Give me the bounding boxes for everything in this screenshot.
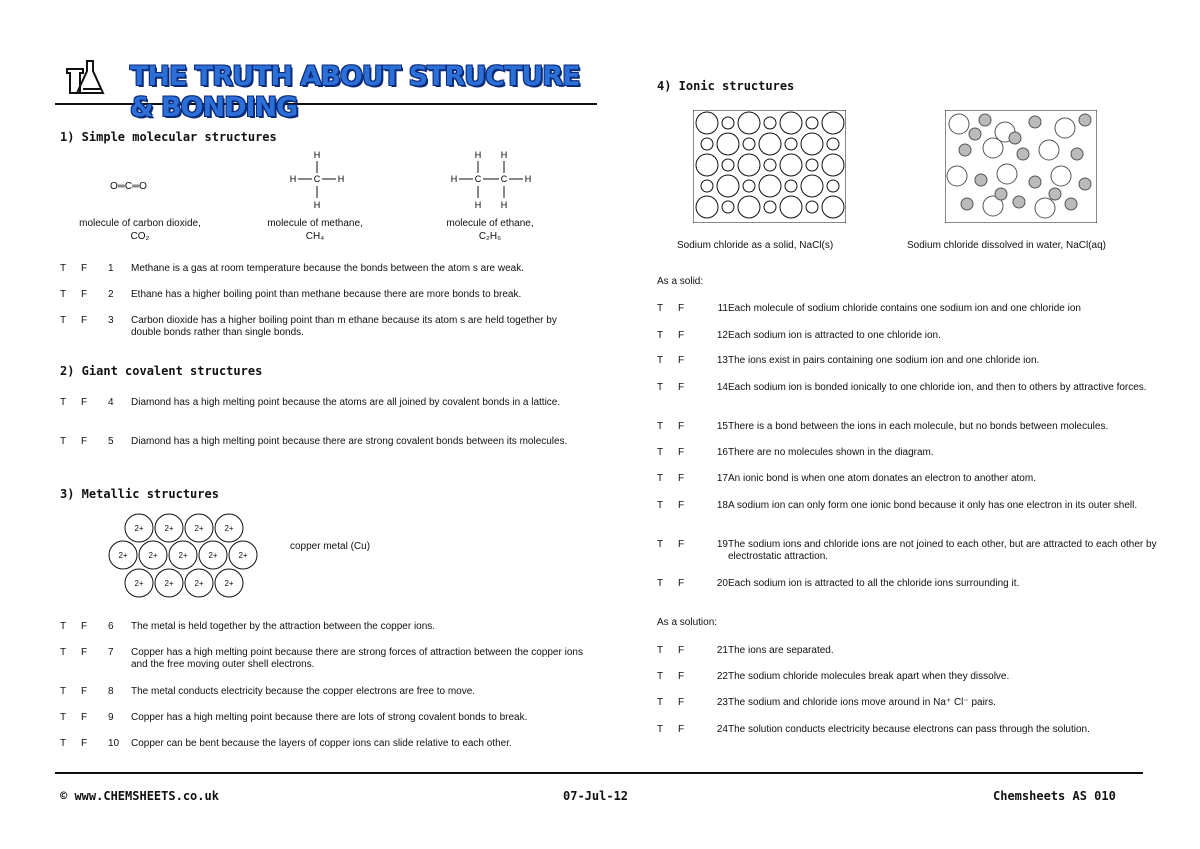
sodium-ion: [743, 180, 755, 192]
copper-ion-charge: 2+: [194, 579, 204, 588]
true-option[interactable]: T: [657, 447, 664, 458]
question-number: 22: [716, 671, 728, 682]
false-option[interactable]: F: [81, 315, 88, 326]
section-heading-ionic: 4) Ionic structures: [657, 79, 795, 93]
question-text: Each molecule of sodium chloride contains one sodium ion and one chloride ion: [728, 303, 1081, 314]
svg-text:H: H: [313, 200, 321, 210]
question-text: Methane is a gas at room temperature because the bonds between the atom s are weak.: [131, 263, 525, 274]
false-option[interactable]: F: [81, 738, 88, 749]
sodium-ion: [806, 201, 818, 213]
question-text: Each sodium ion is attracted to all the chloride ions surrounding it.: [728, 578, 1020, 589]
question-number: 19: [716, 539, 728, 550]
water-molecule: [1017, 148, 1029, 160]
question-row: [657, 500, 1152, 526]
sodium-ion: [785, 180, 797, 192]
question-row: [60, 263, 655, 289]
copper-ion-charge: 2+: [134, 579, 144, 588]
nacl-solution-diagram: [945, 110, 1097, 223]
question-number: 17: [716, 473, 728, 484]
question-row: [60, 647, 605, 673]
section-heading-simple-molecular: 1) Simple molecular structures: [60, 130, 277, 144]
chloride-ion: [983, 138, 1003, 158]
water-molecule: [979, 114, 991, 126]
question-row: [657, 421, 1172, 447]
question-row: [60, 436, 605, 462]
question-number: 10: [108, 738, 120, 749]
copper-ion-charge: 2+: [134, 524, 144, 533]
sodium-ion: [701, 180, 713, 192]
water-molecule: [1079, 114, 1091, 126]
section-heading-metallic: 3) Metallic structures: [60, 487, 219, 501]
false-option[interactable]: F: [81, 436, 88, 447]
chloride-ion: [822, 196, 844, 218]
question-text: The ions are separated.: [728, 645, 834, 656]
copper-lattice-diagram: [105, 513, 265, 603]
water-molecule: [975, 174, 987, 186]
sodium-ion: [764, 201, 776, 213]
true-option[interactable]: T: [657, 421, 664, 432]
question-row: [60, 738, 655, 764]
sodium-ion: [785, 138, 797, 150]
sodium-ion: [806, 159, 818, 171]
true-option[interactable]: T: [657, 500, 664, 511]
chloride-ion: [717, 133, 739, 155]
chloride-ion: [1035, 198, 1055, 218]
question-number: 14: [716, 382, 728, 393]
false-option[interactable]: F: [678, 671, 685, 682]
methane-caption: [245, 217, 385, 243]
sodium-ion: [701, 138, 713, 150]
question-row: [657, 539, 1172, 565]
question-text: The ions exist in pairs containing one sodium ion and one chloride ion.: [728, 355, 1040, 366]
chloride-ion: [738, 112, 760, 134]
false-option[interactable]: F: [81, 712, 88, 723]
chloride-ion: [1055, 118, 1075, 138]
svg-text:H: H: [337, 174, 345, 184]
copper-ion-charge: 2+: [164, 524, 174, 533]
title-bar: [55, 55, 597, 123]
false-option[interactable]: F: [678, 697, 685, 708]
question-text: Diamond has a high melting point because there are strong covalent bonds between its molecules.: [131, 436, 568, 447]
chloride-ion: [801, 133, 823, 155]
question-row: [657, 330, 1172, 356]
chloride-ion: [759, 175, 781, 197]
question-number: 2: [108, 289, 114, 300]
footer-rule: [55, 772, 1143, 774]
water-molecule: [1079, 178, 1091, 190]
question-row: [60, 621, 655, 647]
true-option[interactable]: T: [60, 315, 67, 326]
water-molecule: [961, 198, 973, 210]
footer-sheet-id: Chemsheets AS 010: [993, 789, 1116, 803]
ethane-caption-line1: molecule of ethane,: [446, 218, 534, 229]
svg-text:C: C: [313, 174, 321, 184]
sodium-ion: [827, 138, 839, 150]
copper-ion-charge: 2+: [238, 551, 248, 560]
methane-caption-line2: CH₄: [305, 231, 325, 242]
question-text: The sodium ions and chloride ions are not joined to each other, but are attracted to each other by electrostatic attraction.: [728, 539, 1157, 562]
as-solution-subhead: As a solution:: [657, 617, 718, 628]
nacl-solid-caption: Sodium chloride as a solid, NaCl(s): [677, 240, 834, 251]
ethane-caption: [420, 217, 560, 243]
sodium-ion: [743, 138, 755, 150]
question-number: 9: [108, 712, 114, 723]
co2-caption: [60, 217, 220, 243]
true-option[interactable]: T: [657, 473, 664, 484]
chloride-ion: [822, 154, 844, 176]
methane-structure: [285, 148, 355, 210]
question-text: Copper has a high melting point because there are strong forces of attraction between the copper ions and the free moving outer shell electrons.: [131, 647, 583, 670]
false-option[interactable]: F: [678, 421, 685, 432]
question-text: The metal is held together by the attraction between the copper ions.: [131, 621, 436, 632]
svg-text:H: H: [313, 150, 321, 160]
copper-ion-charge: 2+: [208, 551, 218, 560]
nacl-solution-caption: Sodium chloride dissolved in water, NaCl(aq): [907, 240, 1106, 251]
footer-copyright: © www.CHEMSHEETS.co.uk: [60, 789, 219, 803]
svg-text:C: C: [500, 174, 508, 184]
true-option[interactable]: T: [657, 645, 664, 656]
question-row: [657, 697, 1172, 723]
true-option[interactable]: T: [60, 712, 67, 723]
question-number: 5: [108, 436, 114, 447]
sodium-ion: [764, 159, 776, 171]
question-number: 1: [108, 263, 114, 274]
chloride-ion: [696, 154, 718, 176]
water-molecule: [1013, 196, 1025, 208]
copper-ion-charge: 2+: [224, 579, 234, 588]
section-heading-giant-covalent: 2) Giant covalent structures: [60, 364, 263, 378]
water-molecule: [1029, 116, 1041, 128]
question-number: 7: [108, 647, 114, 658]
question-text: Carbon dioxide has a higher boiling point than m ethane because its atom s are held together by double bonds rather than single bonds.: [131, 315, 557, 338]
false-option[interactable]: F: [678, 303, 685, 314]
question-text: The sodium and chloride ions move around in Na⁺ Cl⁻ pairs.: [728, 697, 996, 708]
chloride-ion: [947, 166, 967, 186]
question-row: [60, 289, 655, 315]
question-number: 13: [716, 355, 728, 366]
question-number: 4: [108, 397, 114, 408]
question-text: The solution conducts electricity because electrons can pass through the solution.: [728, 724, 1090, 735]
chloride-ion: [1051, 166, 1071, 186]
copper-ion-charge: 2+: [224, 524, 234, 533]
false-option[interactable]: F: [81, 289, 88, 300]
chloride-ion: [738, 154, 760, 176]
methane-caption-line1: molecule of methane,: [267, 218, 363, 229]
question-row: [657, 382, 1152, 408]
svg-text:H: H: [289, 174, 297, 184]
sodium-ion: [722, 117, 734, 129]
question-text: Ethane has a higher boiling point than methane because there are more bonds to break.: [131, 289, 522, 300]
question-number: 3: [108, 315, 114, 326]
true-option[interactable]: T: [60, 647, 67, 658]
false-option[interactable]: F: [678, 355, 685, 366]
question-text: Each sodium ion is bonded ionically to one chloride ion, and then to others by attractive forces.: [728, 382, 1147, 393]
sodium-ion: [827, 180, 839, 192]
question-number: 20: [716, 578, 728, 589]
question-text: An ionic bond is when one atom donates an electron to another atom.: [728, 473, 1036, 484]
false-option[interactable]: F: [678, 724, 685, 735]
question-number: 11: [717, 303, 728, 314]
chloride-ion: [949, 114, 969, 134]
question-number: 18: [716, 500, 728, 511]
water-molecule: [959, 144, 971, 156]
true-option[interactable]: T: [657, 539, 664, 550]
question-number: 23: [716, 697, 728, 708]
true-option[interactable]: T: [657, 724, 664, 735]
true-option[interactable]: T: [657, 697, 664, 708]
chloride-ion: [997, 164, 1017, 184]
water-molecule: [1009, 132, 1021, 144]
chloride-ion: [780, 196, 802, 218]
question-row: [60, 712, 655, 738]
chloride-ion: [717, 175, 739, 197]
question-row: [657, 303, 1172, 329]
sodium-ion: [764, 117, 776, 129]
svg-text:H: H: [474, 200, 482, 210]
water-molecule: [1029, 176, 1041, 188]
question-row: [60, 686, 655, 712]
svg-text:H: H: [500, 150, 508, 160]
false-option[interactable]: F: [678, 473, 685, 484]
true-option[interactable]: T: [60, 397, 67, 408]
true-option[interactable]: T: [60, 738, 67, 749]
true-option[interactable]: T: [60, 686, 67, 697]
ethane-structure: [448, 148, 538, 210]
svg-text:H: H: [450, 174, 458, 184]
chloride-ion: [1039, 140, 1059, 160]
false-option[interactable]: F: [678, 447, 685, 458]
sodium-ion: [722, 201, 734, 213]
false-option[interactable]: F: [678, 330, 685, 341]
question-row: [657, 724, 1172, 750]
true-option[interactable]: T: [657, 382, 664, 393]
chloride-ion: [780, 154, 802, 176]
question-number: 21: [716, 645, 728, 656]
water-molecule: [1049, 188, 1061, 200]
question-text: Copper can be bent because the layers of copper ions can slide relative to each other.: [131, 738, 512, 749]
flask-icon: [61, 55, 121, 101]
true-option[interactable]: T: [657, 355, 664, 366]
chloride-ion: [696, 196, 718, 218]
chloride-ion: [696, 112, 718, 134]
question-row: [657, 473, 1172, 499]
svg-text:H: H: [524, 174, 532, 184]
false-option[interactable]: F: [678, 500, 685, 511]
false-option[interactable]: F: [678, 578, 685, 589]
question-row: [60, 397, 605, 423]
water-molecule: [995, 188, 1007, 200]
question-text: A sodium ion can only form one ionic bond because it only has one electron in its outer shell.: [728, 500, 1138, 511]
question-text: There is a bond between the ions in each molecule, but no bonds between molecules.: [728, 421, 1109, 432]
question-text: Diamond has a high melting point because the atoms are all joined by covalent bonds in a lattice.: [131, 397, 561, 408]
false-option[interactable]: F: [81, 397, 88, 408]
co2-caption-line1: molecule of carbon dioxide,: [79, 218, 201, 229]
false-option[interactable]: F: [678, 539, 685, 550]
copper-ion-charge: 2+: [178, 551, 188, 560]
question-text: The metal conducts electricity because the copper electrons are free to move.: [131, 686, 476, 697]
sodium-ion: [722, 159, 734, 171]
copper-ion-charge: 2+: [148, 551, 158, 560]
false-option[interactable]: F: [81, 647, 88, 658]
question-row: [657, 355, 1172, 381]
false-option[interactable]: F: [81, 263, 88, 274]
true-option[interactable]: T: [657, 303, 664, 314]
question-number: 8: [108, 686, 114, 697]
false-option[interactable]: F: [678, 382, 685, 393]
svg-text:H: H: [474, 150, 482, 160]
question-row: [657, 578, 1172, 604]
question-text: Each sodium ion is attracted to one chloride ion.: [728, 330, 941, 341]
chloride-ion: [780, 112, 802, 134]
question-row: [657, 671, 1172, 697]
copper-caption: copper metal (Cu): [290, 541, 371, 552]
chloride-ion: [822, 112, 844, 134]
question-text: There are no molecules shown in the diagram.: [728, 447, 934, 458]
true-option[interactable]: T: [60, 621, 67, 632]
svg-text:C: C: [474, 174, 482, 184]
true-option[interactable]: T: [657, 330, 664, 341]
sodium-ion: [806, 117, 818, 129]
false-option[interactable]: F: [81, 686, 88, 697]
question-row: [60, 315, 585, 341]
co2-caption-line2: CO₂: [130, 231, 150, 242]
water-molecule: [1071, 148, 1083, 160]
question-number: 16: [716, 447, 728, 458]
water-molecule: [969, 128, 981, 140]
as-solid-subhead: As a solid:: [657, 276, 704, 287]
page-title: THE TRUTH ABOUT STRUCTURE & BONDING: [130, 61, 580, 123]
question-number: 15: [716, 421, 728, 432]
copper-ion-charge: 2+: [118, 551, 128, 560]
svg-text:H: H: [500, 200, 508, 210]
chloride-ion: [759, 133, 781, 155]
ethane-caption-line2: C₂H₆: [478, 231, 502, 242]
true-option[interactable]: T: [60, 263, 67, 274]
copper-ion-charge: 2+: [164, 579, 174, 588]
question-row: [657, 645, 1172, 671]
true-option[interactable]: T: [657, 578, 664, 589]
chloride-ion: [801, 175, 823, 197]
question-number: 12: [716, 330, 728, 341]
question-number: 6: [108, 621, 114, 632]
water-molecule: [1065, 198, 1077, 210]
true-option[interactable]: T: [60, 289, 67, 300]
question-number: 24: [716, 724, 728, 735]
question-text: The sodium chloride molecules break apart when they dissolve.: [728, 671, 1010, 682]
copper-ion-charge: 2+: [194, 524, 204, 533]
question-row: [657, 447, 1172, 473]
true-option[interactable]: T: [657, 671, 664, 682]
chloride-ion: [738, 196, 760, 218]
false-option[interactable]: F: [81, 621, 88, 632]
footer-date: 07-Jul-12: [563, 789, 629, 803]
co2-formula: O═C═O: [110, 181, 147, 192]
question-text: Copper has a high melting point because there are lots of strong covalent bonds to break.: [131, 712, 528, 723]
true-option[interactable]: T: [60, 436, 67, 447]
false-option[interactable]: F: [678, 645, 685, 656]
nacl-solid-diagram: [693, 110, 846, 223]
